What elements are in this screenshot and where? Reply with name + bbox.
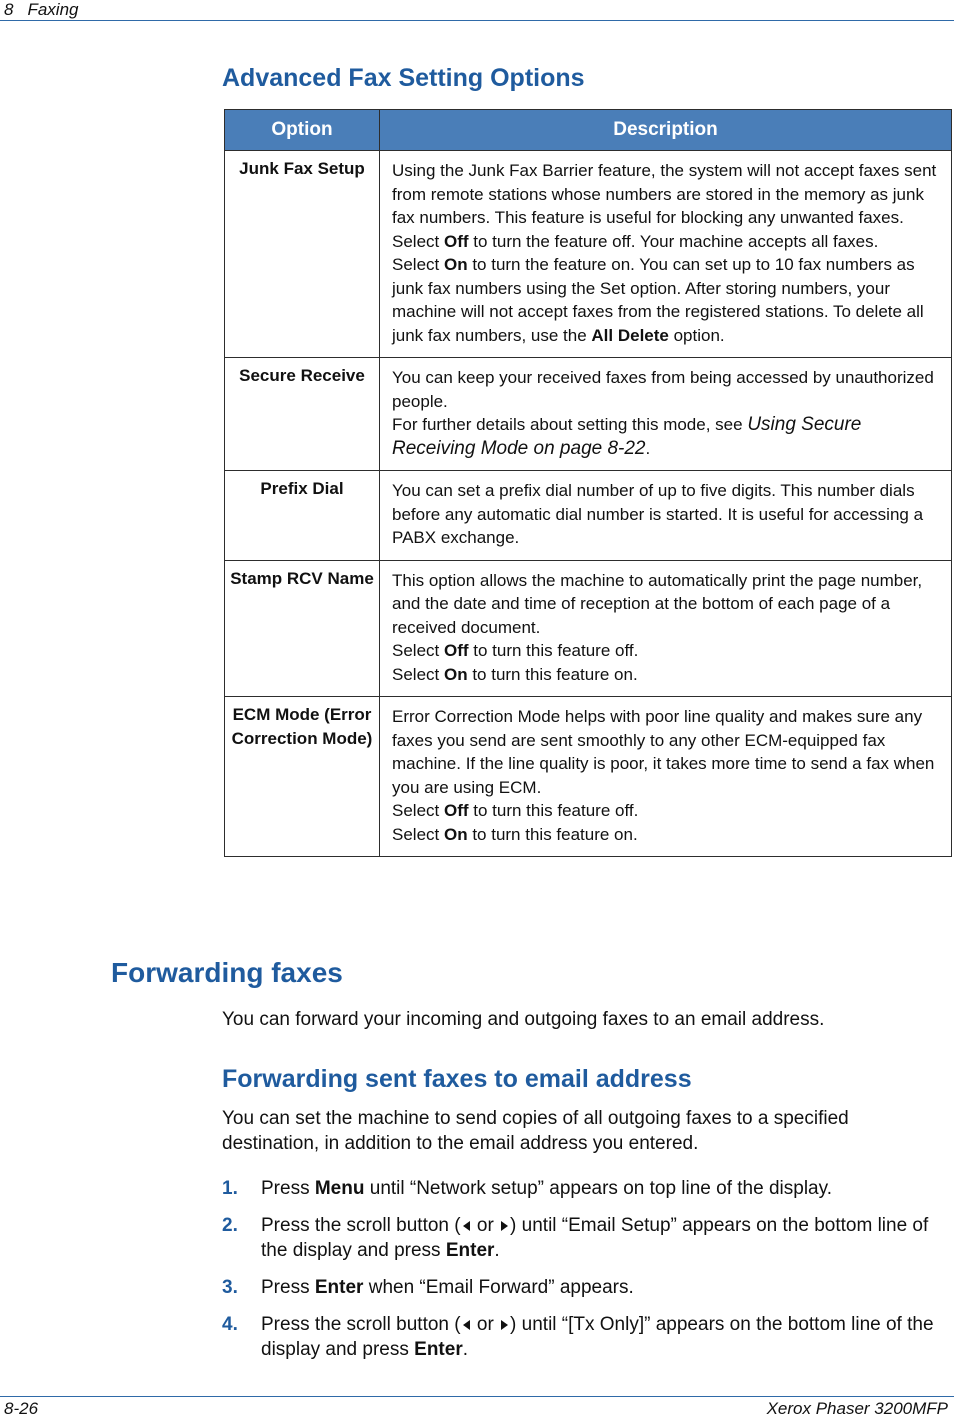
option-description (380, 471, 952, 561)
table-row (225, 697, 952, 857)
forwarding-faxes-heading: Forwarding faxes (111, 957, 343, 988)
section-title: Advanced Fax Setting Options (222, 64, 585, 92)
option-name: Secure Receive (225, 358, 380, 471)
column-header-option: Option (225, 110, 380, 151)
desc-line: Select Off to turn this feature off. (392, 801, 639, 820)
list-item: 1. Press Menu until “Network setup” appears on top line of the display. (222, 1178, 832, 1199)
steps-list (222, 1176, 952, 1374)
right-arrow-icon (501, 1221, 508, 1231)
chapter-number: 8 (4, 0, 14, 19)
option-name: Stamp RCV Name (225, 560, 380, 697)
option-description (380, 358, 952, 471)
table-row (225, 471, 952, 561)
forwarding-sent-intro: You can set the machine to send copies of all outgoing faxes to a specified destination, in addition to the email address you entered. (222, 1108, 849, 1154)
step-number: 1. (222, 1178, 238, 1199)
table-row (225, 560, 952, 697)
step-number: 4. (222, 1314, 238, 1335)
desc-line: Select On to turn this feature on. (392, 664, 638, 684)
product-name: Xerox Phaser 3200MFP (766, 1399, 948, 1418)
left-arrow-icon (463, 1320, 470, 1330)
cross-reference-link[interactable]: Using Secure Receiving Mode on page 8-22 (392, 414, 862, 459)
desc-line: You can set a prefix dial number of up to five digits. This number dials before any automatic dial number is started. It is useful for accessing a PABX exchange. (392, 481, 924, 547)
table-header-row (225, 110, 952, 151)
list-item: 2. Press the scroll button ( or ) until “Email Setup” appears on the bottom line of the display and press Enter. (222, 1215, 929, 1261)
forwarding-sent-heading: Forwarding sent faxes to email address (222, 1065, 692, 1093)
option-name: Junk Fax Setup (225, 151, 380, 358)
desc-line: You can keep your received faxes from being accessed by unauthorized people. (392, 368, 934, 411)
footer-rule (0, 1396, 954, 1397)
table-row (225, 151, 952, 358)
column-header-description: Description (380, 110, 952, 151)
desc-line: Select Off to turn the feature off. Your machine accepts all faxes. (392, 231, 879, 251)
desc-line: This option allows the machine to automatically print the page number, and the date and time of reception at the bottom of each page of a received document. (392, 570, 923, 637)
desc-line: Select Off to turn this feature off. (392, 641, 639, 660)
option-name: Prefix Dial (225, 471, 380, 561)
header-rule (0, 20, 954, 21)
step-number: 3. (222, 1277, 238, 1298)
options-table (224, 109, 952, 857)
option-description (380, 151, 952, 358)
option-description (380, 697, 952, 857)
page-header (0, 0, 954, 22)
option-name: ECM Mode (Error Correction Mode) (225, 697, 380, 857)
list-item: 4. Press the scroll button ( or ) until “[Tx Only]” appears on the bottom line of the display and press Enter. (222, 1314, 934, 1360)
left-arrow-icon (463, 1221, 470, 1231)
desc-line: Using the Junk Fax Barrier feature, the system will not accept faxes sent from remote stations whose numbers are stored in the memory as junk fax numbers. This feature is useful for blocking any unwanted faxes. (392, 161, 937, 227)
chapter-label (4, 0, 79, 20)
page-number: 8-26 (4, 1399, 39, 1418)
list-item: 3. Press Enter when “Email Forward” appears. (222, 1277, 634, 1298)
chapter-title: Faxing (27, 0, 79, 19)
option-description (380, 560, 952, 697)
forwarding-intro: You can forward your incoming and outgoing faxes to an email address. (222, 1009, 825, 1030)
desc-line: Select On to turn this feature on. (392, 824, 638, 844)
desc-line: Select On to turn the feature on. You can set up to 10 fax numbers as junk fax numbers using the Set option. After storing numbers, your machine will not accept faxes from the registered stations. To delete all junk fax numbers, use the All Delete option. (392, 255, 924, 345)
step-number: 2. (222, 1215, 238, 1236)
table-row (225, 358, 952, 471)
right-arrow-icon (501, 1320, 508, 1330)
desc-line: Error Correction Mode helps with poor line quality and makes sure any faxes you send are sent smoothly to any other ECM-equipped fax machine. If the line quality is poor, it takes more time to send a fax when you are using ECM. (392, 707, 935, 797)
desc-line: For further details about setting this mode, see Using Secure Receiving Mode on page 8-22. (392, 414, 862, 459)
